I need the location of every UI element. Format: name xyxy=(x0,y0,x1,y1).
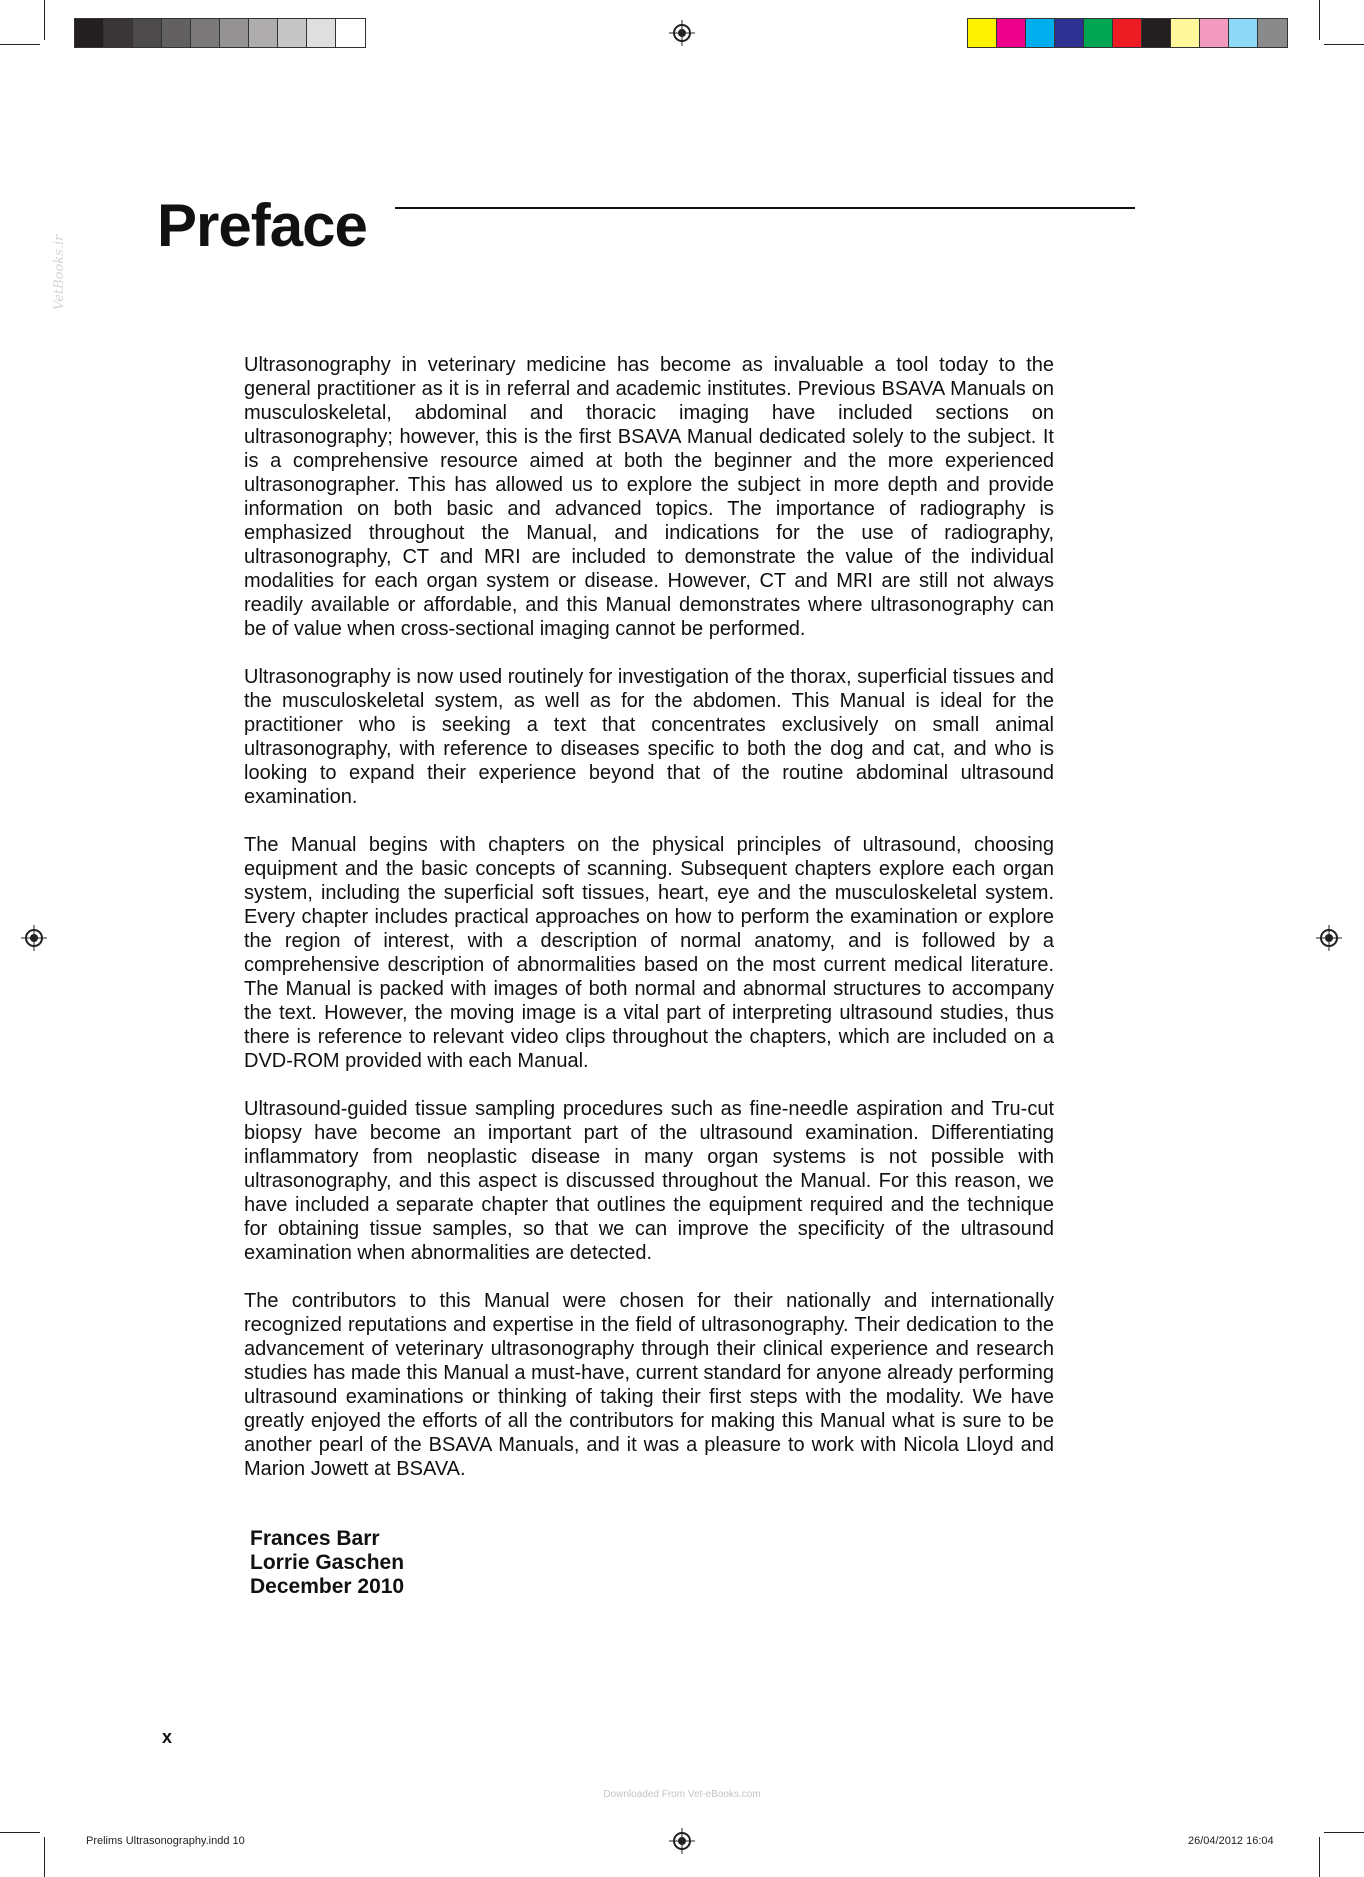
signature-date: December 2010 xyxy=(250,1575,405,1598)
title-rule xyxy=(395,207,1135,209)
registration-mark-icon xyxy=(1316,925,1342,951)
process-color-bar xyxy=(967,18,1288,48)
registration-mark-icon xyxy=(669,20,695,46)
color-swatch xyxy=(133,19,162,47)
slug-datetime: 26/04/2012 16:04 xyxy=(1188,1835,1274,1847)
slug-filename: Prelims Ultrasonography.indd 10 xyxy=(86,1835,245,1847)
paragraph: Ultrasonography is now used routinely for investigation of the thorax, superficial tissues and the musculoskeletal system, as well as for the abdomen. This Manual is ideal for the practitioner who is seeking a text that concentrates exclusively on small animal ultrasonography, with reference to diseases specific to both the dog and cat, and who is looking to expand their experience beyond that of the routine abdominal ultrasound examination. xyxy=(244,666,1054,808)
color-swatch xyxy=(1113,19,1142,47)
crop-mark xyxy=(1324,44,1364,45)
color-swatch xyxy=(1055,19,1084,47)
color-swatch xyxy=(1142,19,1171,47)
color-swatch xyxy=(104,19,133,47)
grayscale-color-bar xyxy=(74,18,366,48)
paragraph: Ultrasonography in veterinary medicine has become as invaluable a tool today to the general practitioner as it is in referral and academic institutes. Previous BSAVA Manuals on musculoskeletal, abdominal and thoracic imaging have included sections on ultrasonography; however, this is the first BSAVA Manual dedicated solely to the subject. It is a comprehensive resource aimed at both the beginner and the more experienced ultrasonographer. This has allowed us to explore the subject in more depth and provide information on both basic and advanced topics. The importance of radiography is emphasized throughout the Manual, and indications for the use of radiography, ultrasonography, CT and MRI are included to demonstrate the value of the individual modalities for each organ system or disease. However, CT and MRI are still not always readily available or affordable, and this Manual demonstrates where ultrasonography can be of value when cross-sectional imaging cannot be performed. xyxy=(244,354,1054,640)
side-watermark: VetBooks.ir xyxy=(52,234,67,310)
color-swatch xyxy=(336,19,365,47)
color-swatch xyxy=(249,19,278,47)
color-swatch xyxy=(997,19,1026,47)
crop-mark xyxy=(1319,1837,1320,1877)
color-swatch xyxy=(1229,19,1258,47)
author-name: Frances Barr xyxy=(250,1527,380,1550)
paragraph: The Manual begins with chapters on the physical principles of ultrasound, choosing equipment and the basic concepts of scanning. Subsequent chapters explore each organ system, including the superficial soft tissues, heart, eye and the musculoskeletal system. Every chapter includes practical approaches on how to perform the examination or explore the region of interest, with a description of normal anatomy, and is followed by a comprehensive description of abnormalities based on the most current medical literature. The Manual is packed with images of both normal and abnormal structures to accompany the text. However, the moving image is a vital part of interpreting ultrasound studies, thus there is reference to relevant video clips throughout the chapters, which are included on a DVD-ROM provided with each Manual. xyxy=(244,834,1054,1072)
color-swatch xyxy=(162,19,191,47)
color-swatch xyxy=(307,19,336,47)
color-swatch xyxy=(968,19,997,47)
crop-mark xyxy=(0,1832,40,1833)
page-title: Preface xyxy=(157,192,367,259)
crop-mark xyxy=(44,0,45,40)
color-swatch xyxy=(1084,19,1113,47)
crop-mark xyxy=(1319,0,1320,40)
page-number: x xyxy=(162,1727,173,1747)
color-swatch xyxy=(220,19,249,47)
paragraph: Ultrasound-guided tissue sampling procedures such as fine-needle aspiration and Tru-cut biopsy have become an important part of the ultrasound examination. Differentiating inflammatory from neoplastic disease in many organ systems is not possible with ultrasonography, and this aspect is discussed throughout the Manual. For this reason, we have included a separate chapter that outlines the equipment required and the technique for obtaining tissue samples, so that we can improve the specificity of the ultrasound examination when abnormalities are detected. xyxy=(244,1098,1054,1264)
color-swatch xyxy=(75,19,104,47)
color-swatch xyxy=(1171,19,1200,47)
color-swatch xyxy=(191,19,220,47)
download-note: Downloaded From Vet-eBooks.com xyxy=(603,1789,761,1800)
crop-mark xyxy=(1324,1832,1364,1833)
author-name: Lorrie Gaschen xyxy=(250,1551,405,1574)
color-swatch xyxy=(1258,19,1287,47)
paragraph: The contributors to this Manual were chosen for their nationally and internationally recognized reputations and expertise in the field of ultrasonography. Their dedication to the advancement of veterinary ultrasonography through their clinical experience and research studies has made this Manual a must-have, current standard for anyone already performing ultrasound examinations or thinking of taking their first steps with the modality. We have greatly enjoyed the efforts of all the contributors for making this Manual what is sure to be another pearl of the BSAVA Manuals, and it was a pleasure to work with Nicola Lloyd and Marion Jowett at BSAVA. xyxy=(244,1290,1054,1480)
registration-mark-icon xyxy=(669,1828,695,1854)
crop-mark xyxy=(0,44,40,45)
crop-mark xyxy=(44,1837,45,1877)
registration-mark-icon xyxy=(21,925,47,951)
color-swatch xyxy=(1200,19,1229,47)
color-swatch xyxy=(1026,19,1055,47)
preface-body xyxy=(244,353,1054,1505)
color-swatch xyxy=(278,19,307,47)
signature-block xyxy=(250,1527,404,1599)
